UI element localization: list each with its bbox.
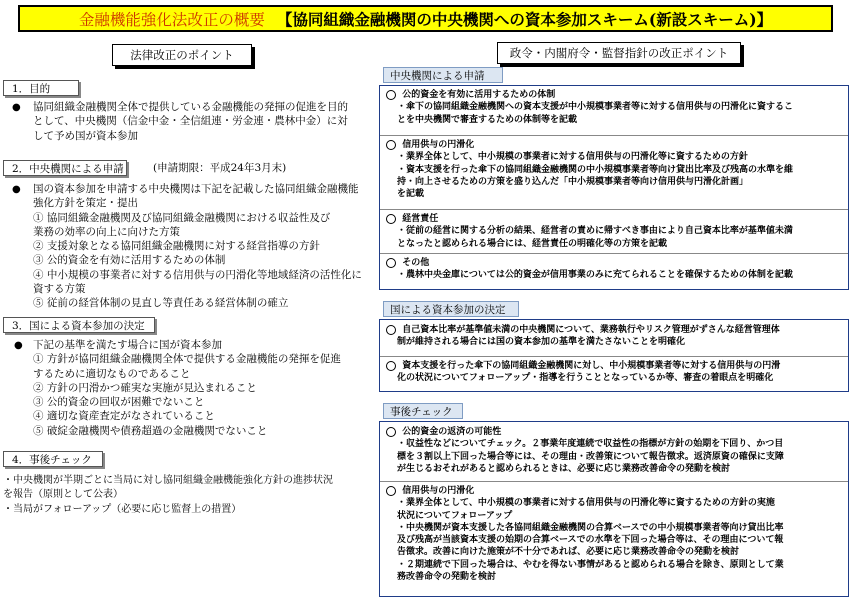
application-requirements-box bbox=[379, 85, 849, 290]
decision-item-management-system: 自己資本比率が基準値未満の中央機関について、業務執行やリスク管理がずさんな経営管理体 制が維持される場合には国の資本参加の基準を満たさないことを明確化 bbox=[386, 324, 780, 349]
post-check-box bbox=[379, 421, 849, 597]
page-title: 金融機能強化法改正の概要 bbox=[78, 10, 265, 29]
application-item-management-responsibility: 経営責任 ・従前の経営に関する分析の結果、経営者の責めに帰すべき事由により自己資本比率が基準値未満 となったと認められる場合には、経営責任の明確化等の方策を記載 bbox=[386, 213, 793, 250]
application-deadline: (申請期限：平成24年3月末) bbox=[153, 162, 287, 174]
post-check-item-credit-smoothing: 信用供与の円滑化 ・業界全体として、中小規模の事業者に対する信用供与の円滑化等に資するための方針の実施 状況についてフォローアップ ・中央機関が資本支援した各協同組織金融機関の合算ベースでの中小規模事業者等向け貸出比率 及び残高が当該資本支援の始期の合算ベースでの水準を下回った場合等は、その理由について報 告徴求。改善に向けた施策が不十分であれば、必要に応じ業務改善命令の発動を検討 ・２期連続で下回った場合は、やむを得ない事情があると認められる場合を除き、原則として業 務改善命令の発動を検討 bbox=[386, 485, 784, 583]
divider bbox=[380, 135, 848, 136]
decision-item-review-focus: 資本支援を行った傘下の協同組織金融機関に対し、中小規模事業者等に対する信用供与の円滑 化の状況についてフォローアップ・指導を行うこととなっているか等、審査の着眼点を明確化 bbox=[386, 360, 780, 385]
application-text: 国の資本参加を申請する中央機関は下記を記載した協同組織金融機能 強化方針を策定・提出 ① 協同組織金融機関及び協同組織金融機関における収益性及び 業務の効率の向上に向けた方策 ② 支援対象となる協同組織金融機関に対する経営指導の方針 ③ 公的資金を有効に活用するための体制 ④ 中小規模の事業者に対する信用供与の円滑化等地域経済の活性化に 資する方策 ⑤ 従前の経営体制の見直し等責任ある経営体制の確立 bbox=[33, 183, 362, 310]
purpose-text: 協同組織金融機関全体で提供している金融機能の発揮の促進を目的 として、中央機関（信金中金・全信組連・労金連・農林中金）に対 して予め国が資本参加 bbox=[33, 101, 348, 142]
circle-icon bbox=[386, 486, 396, 496]
application-item-fund-system: 公的資金を有効に活用するための体制 ・傘下の協同組織金融機関への資本支援が中小規模事業者等に対する信用供与の円滑化に資するこ とを中央機関で審査するための体制等を記載 bbox=[386, 89, 793, 126]
post-check-item-repayment: 公的資金の返済の可能性 ・収益性などについてチェック。２事業年度連続で収益性の指標が方針の始期を下回り、かつ目 標を３割以上下回った場合等には、その理由・改善策について報告徴求。返済原資の確保に支障 が生じるおそれがあると認められるときは、必要に応じ業務改善命令の発動を検討 bbox=[386, 426, 784, 475]
divider bbox=[380, 253, 848, 254]
application-item-credit-smoothing: 信用供与の円滑化 ・業界全体として、中小規模の事業者に対する信用供与の円滑化等に資するための方針 ・資本支援を行った傘下の協同組織金融機関の中小規模事業者等向け貸出比率及び残高の水準を維 持・向上させるための方策を盛り込んだ「中小規模事業者等向け信用供与円滑化計画」 を記載 bbox=[386, 139, 793, 200]
section-heading-capital-decision: 3．国による資本参加の決定 bbox=[3, 317, 155, 333]
page-title-bar bbox=[18, 5, 833, 32]
capital-decision-text: 下記の基準を満たす場合に国が資本参加 ① 方針が協同組織金融機関全体で提供する金融機能の発揮を促進 するために適切なものであること ② 方針の円滑かつ確実な実施が見込まれること ③ 公的資金の回収が困難でないこと ④ 適切な資産査定がなされていること ⑤ 破綻金融機関や債務超過の金融機関でないこと bbox=[33, 339, 341, 437]
circle-icon bbox=[386, 361, 396, 371]
divider bbox=[380, 209, 848, 210]
post-check-text: ・中央機関が半期ごとに当局に対し協同組織金融機能強化方針の進捗状況 を報告（原則として公表） ・当局がフォローアップ（必要に応じ監督上の措置） bbox=[3, 475, 333, 515]
right-tab-application: 中央機関による申請 bbox=[383, 67, 503, 83]
right-tab-post-check: 事後チェック bbox=[383, 403, 463, 419]
circle-icon bbox=[386, 90, 396, 100]
section-heading-purpose: 1．目的 bbox=[3, 80, 79, 96]
circle-icon bbox=[386, 258, 396, 268]
page-subtitle: 【協同組織金融機関の中央機関への資本参加スキーム(新設スキーム)】 bbox=[276, 9, 773, 29]
circle-icon bbox=[386, 325, 396, 335]
circle-icon bbox=[386, 427, 396, 437]
section-heading-post-check: 4．事後チェック bbox=[3, 451, 103, 467]
right-column-header: 政令・内閣府令・監督指針の改正ポイント bbox=[497, 42, 741, 64]
circle-icon bbox=[386, 214, 396, 224]
bullet-icon: ● bbox=[12, 102, 21, 113]
capital-decision-box bbox=[379, 319, 849, 392]
bullet-icon: ● bbox=[14, 340, 23, 351]
section-heading-application: 2．中央機関による申請 bbox=[3, 160, 127, 176]
bullet-icon: ● bbox=[12, 184, 21, 195]
circle-icon bbox=[386, 140, 396, 150]
application-item-other: その他 ・農林中央金庫については公的資金が信用事業のみに充てられることを確保するための体制を記載 bbox=[386, 257, 793, 282]
divider bbox=[380, 356, 848, 357]
divider bbox=[380, 481, 848, 482]
right-tab-capital-decision: 国による資本参加の決定 bbox=[383, 301, 519, 317]
left-column-header: 法律改正のポイント bbox=[112, 44, 252, 66]
